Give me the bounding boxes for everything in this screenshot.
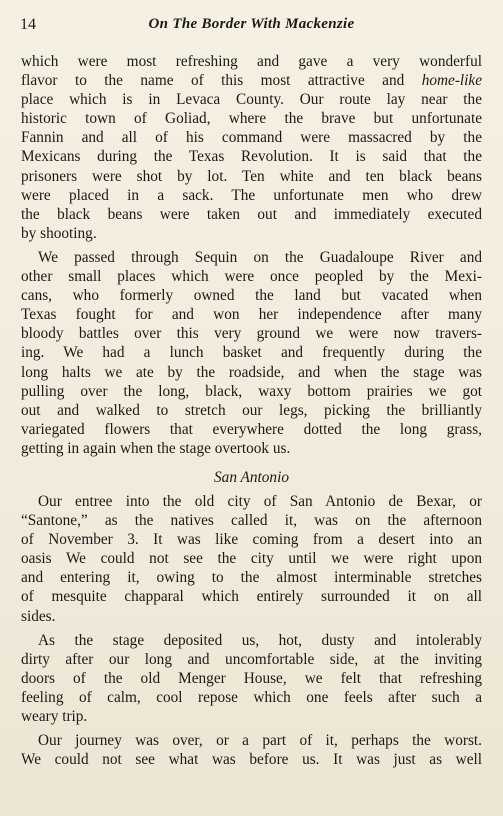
- text-line: long halts we ate by the roadside, and when the stage was: [21, 363, 482, 381]
- emphasized-text: home-like: [421, 72, 482, 90]
- paragraph: [21, 52, 482, 243]
- text-line: Mexicans during the Texas Revolution. It is said that the: [21, 148, 482, 166]
- text-line: As the stage deposited us, hot, dusty and intolerably: [38, 631, 482, 649]
- text-line: of mesquite chapparal which entirely surrounded it on all: [21, 588, 482, 606]
- page-header: [20, 16, 483, 40]
- text-line: bloody battles over this very ground we were now travers-: [21, 325, 482, 343]
- text-line: other small places which were once peopled by the Mexi-: [21, 268, 482, 286]
- section-heading: San Antonio: [214, 468, 289, 486]
- text-line: oasis We could not see the city until we were right upon: [21, 550, 482, 568]
- text-line: We could not see what was before us. It was just as well: [21, 751, 482, 769]
- paragraph: [21, 731, 482, 769]
- text-line: variegated flowers that everywhere dotted the long grass,: [21, 420, 482, 438]
- text-line: pulling over the long, black, waxy bottom prairies we got: [21, 382, 482, 400]
- text-line: the black beans were taken out and immediately executed: [21, 205, 482, 223]
- text-line: Texas fought for and won her independence after many: [21, 306, 482, 324]
- text-line: out and walked to stretch our legs, picking the brilliantly: [21, 401, 482, 419]
- paragraph: [21, 492, 482, 626]
- body-text: [21, 52, 482, 769]
- text-line: were placed in a sack. The unfortunate men who drew: [21, 186, 482, 204]
- text-line: ing. We had a lunch basket and frequently during the: [21, 344, 482, 362]
- text-line: place which is in Levaca County. Our route lay near the: [21, 91, 482, 109]
- text-line: by shooting.: [21, 224, 97, 242]
- text-line: doors of the old Menger House, we felt that refreshing: [21, 669, 482, 687]
- paragraph: [21, 631, 482, 726]
- text-line: Our journey was over, or a part of it, perhaps the worst.: [38, 732, 482, 750]
- text-line: prisoners were shot by lot. Ten white and ten black beans: [21, 167, 482, 185]
- running-title: On The Border With Mackenzie: [148, 16, 355, 32]
- text-line: dirty after our long and uncomfortable side, at the inviting: [21, 650, 482, 668]
- text-line: of November 3. It was like coming from a desert into an: [21, 531, 482, 549]
- text-line: cans, who formerly owned the land but vacated when: [21, 287, 482, 305]
- paragraph: [21, 248, 482, 458]
- text-line: historic town of Goliad, where the brave but unfortunate: [21, 110, 482, 128]
- text-line: and entering it, owing to the almost interminable stretches: [21, 569, 482, 587]
- page-number: 14: [20, 16, 36, 33]
- text-line: feeling of calm, cool repose which one feels after such a: [21, 688, 482, 706]
- text-line: weary trip.: [21, 708, 88, 725]
- text-line: flavor to the name of this most attractive and home-like: [21, 72, 482, 90]
- text-line: Fannin and all of his command were massacred by the: [21, 129, 482, 147]
- text-line: getting in again when the stage overtook us.: [21, 439, 291, 457]
- text-line: Our entree into the old city of San Antonio de Bexar, or: [38, 492, 482, 510]
- text-line: sides.: [21, 607, 56, 625]
- text-line: “Santone,” as the natives called it, was on the afternoon: [21, 512, 482, 530]
- text-line: which were most refreshing and gave a very wonderful: [21, 53, 482, 70]
- text-line: We passed through Sequin on the Guadaloupe River and: [38, 248, 482, 266]
